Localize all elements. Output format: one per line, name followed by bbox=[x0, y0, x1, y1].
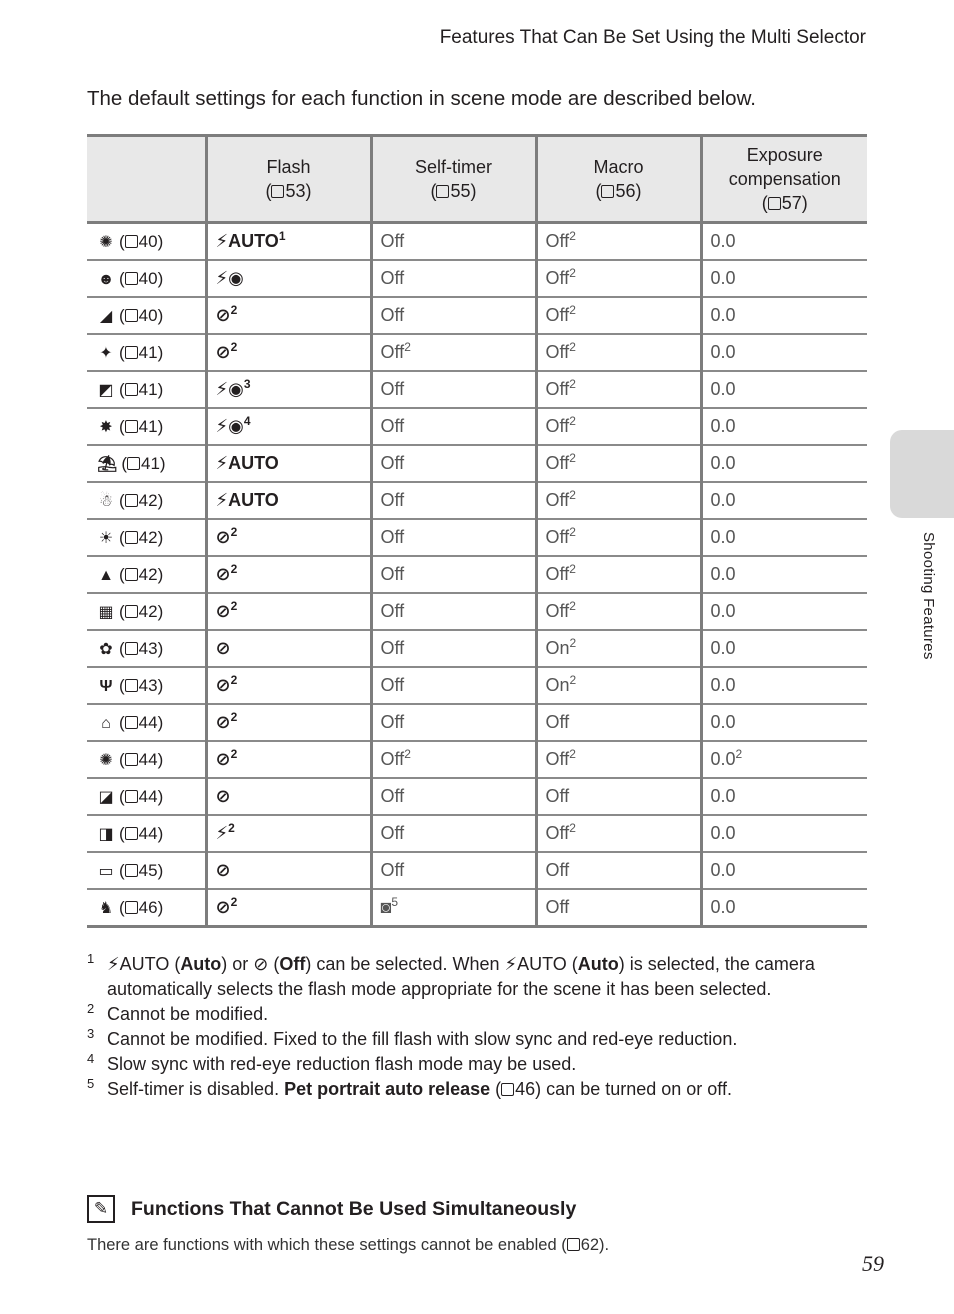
table-row bbox=[87, 223, 867, 261]
exposure-cell: 0.0 bbox=[701, 704, 867, 741]
flash-cell: ⊘$^2$ bbox=[206, 667, 371, 704]
header-ref: ( 53) bbox=[265, 181, 312, 201]
page-ref: ( 40) bbox=[119, 306, 164, 325]
header-label: Macro bbox=[593, 157, 644, 177]
exposure-cell: 0.0 bbox=[701, 482, 867, 519]
header-macro bbox=[536, 136, 701, 223]
table-row bbox=[87, 815, 867, 852]
macro-cell: Off bbox=[536, 778, 701, 815]
book-icon bbox=[125, 901, 138, 914]
footnote: 2 Cannot be modified. bbox=[87, 1002, 827, 1027]
header-scene bbox=[87, 136, 206, 223]
page-number: 59 bbox=[862, 1251, 884, 1276]
flash-cell: ⊘$^2$ bbox=[206, 704, 371, 741]
running-head: Features That Can Be Set Using the Multi Selector bbox=[439, 27, 866, 48]
night-portrait-icon: ◩ bbox=[98, 382, 114, 399]
self-timer-cell: Off bbox=[371, 482, 536, 519]
table-row bbox=[87, 741, 867, 778]
flash-cell: ⚡◉ bbox=[206, 260, 371, 297]
scene-cell bbox=[87, 741, 206, 778]
macro-cell: Off$^2$ bbox=[536, 519, 701, 556]
flash-cell: ⊘$^2$ bbox=[206, 889, 371, 927]
flash-cell: ⊘ bbox=[206, 778, 371, 815]
macro-cell: Off bbox=[536, 704, 701, 741]
page-ref: ( 42) bbox=[119, 602, 164, 621]
exposure-cell: 0.0 bbox=[701, 593, 867, 630]
self-timer-cell: Off bbox=[371, 223, 536, 261]
page-ref: ( 43) bbox=[119, 639, 164, 658]
flash-cell: ⚡◉$^3$ bbox=[206, 371, 371, 408]
self-timer-cell: Off bbox=[371, 593, 536, 630]
page-ref: ( 42) bbox=[119, 528, 164, 547]
header-ref: ( 57) bbox=[761, 193, 808, 213]
party-indoor-icon: ✸ bbox=[99, 419, 113, 436]
snow-icon: ☃ bbox=[98, 493, 114, 510]
scene-cell bbox=[87, 334, 206, 371]
footnotes bbox=[87, 952, 827, 1102]
book-icon bbox=[125, 346, 138, 359]
flash-cell: ⊘ bbox=[206, 852, 371, 889]
book-icon bbox=[125, 864, 138, 877]
macro-cell: Off$^2$ bbox=[536, 482, 701, 519]
self-timer-cell: Off bbox=[371, 852, 536, 889]
callout-title: Functions That Cannot Be Used Simultaneously bbox=[131, 1197, 577, 1220]
self-timer-cell: Off bbox=[371, 778, 536, 815]
exposure-cell: 0.0 bbox=[701, 445, 867, 482]
table-row bbox=[87, 445, 867, 482]
table-row bbox=[87, 260, 867, 297]
flash-cell: ⚡◉$^4$ bbox=[206, 408, 371, 445]
book-icon bbox=[125, 827, 138, 840]
self-timer-cell: Off bbox=[371, 445, 536, 482]
macro-cell: Off$^2$ bbox=[536, 371, 701, 408]
book-icon bbox=[601, 185, 614, 198]
scene-cell bbox=[87, 519, 206, 556]
exposure-cell: 0.0 bbox=[701, 223, 867, 261]
flash-cell: ⊘$^2$ bbox=[206, 297, 371, 334]
callout-heading bbox=[87, 1195, 576, 1223]
exposure-cell: 0.0 bbox=[701, 297, 867, 334]
page-ref: ( 46) bbox=[119, 898, 164, 917]
scene-cell bbox=[87, 704, 206, 741]
macro-cell: Off bbox=[536, 889, 701, 927]
scene-cell bbox=[87, 297, 206, 334]
scene-auto-selector-icon: ✺ bbox=[99, 234, 113, 251]
macro-cell: Off$^2$ bbox=[536, 593, 701, 630]
scene-cell bbox=[87, 593, 206, 630]
close-up-icon: ✿ bbox=[99, 641, 113, 658]
footnote: 5 Self-timer is disabled. Pet portrait auto release ( 46) can be turned on or off. bbox=[87, 1077, 827, 1102]
macro-cell: Off$^2$ bbox=[536, 815, 701, 852]
book-icon bbox=[125, 790, 138, 803]
exposure-cell: 0.0 bbox=[701, 260, 867, 297]
dusk-dawn-icon: ▲ bbox=[98, 567, 114, 584]
table-row bbox=[87, 482, 867, 519]
panorama-assist-icon: ▭ bbox=[98, 863, 114, 880]
macro-cell: Off$^2$ bbox=[536, 334, 701, 371]
self-timer-cell: Off bbox=[371, 630, 536, 667]
table-header-row bbox=[87, 136, 867, 223]
book-icon bbox=[125, 494, 138, 507]
book-icon bbox=[125, 272, 138, 285]
header-exposure bbox=[701, 136, 867, 223]
pencil-note-icon: ✎ bbox=[87, 1195, 115, 1223]
book-icon bbox=[501, 1083, 514, 1096]
macro-cell: Off bbox=[536, 852, 701, 889]
macro-cell: Off$^2$ bbox=[536, 260, 701, 297]
page-ref: ( 41) bbox=[119, 380, 164, 399]
book-icon bbox=[125, 679, 138, 692]
beach-icon: ⛱ bbox=[97, 456, 118, 473]
page-ref: ( 44) bbox=[119, 787, 164, 806]
exposure-cell: 0.0 bbox=[701, 334, 867, 371]
night-landscape-icon: ▦ bbox=[98, 604, 114, 621]
copy-icon: ◪ bbox=[98, 789, 114, 806]
book-icon bbox=[125, 309, 138, 322]
header-label: Exposure bbox=[746, 145, 823, 165]
self-timer-cell: Off bbox=[371, 519, 536, 556]
table-row bbox=[87, 556, 867, 593]
macro-cell: Off$^2$ bbox=[536, 297, 701, 334]
scene-cell bbox=[87, 408, 206, 445]
book-icon bbox=[436, 185, 449, 198]
flash-cell: ⊘$^2$ bbox=[206, 334, 371, 371]
table-row bbox=[87, 297, 867, 334]
museum-icon: ⌂ bbox=[101, 715, 111, 732]
book-icon bbox=[125, 642, 138, 655]
macro-cell: Off$^2$ bbox=[536, 741, 701, 778]
sunset-icon: ☀ bbox=[98, 530, 114, 547]
self-timer-cell: Off$^2$ bbox=[371, 334, 536, 371]
page-ref: ( 45) bbox=[119, 861, 164, 880]
scene-cell bbox=[87, 223, 206, 261]
scene-cell bbox=[87, 852, 206, 889]
table-row bbox=[87, 371, 867, 408]
exposure-cell: 0.0 bbox=[701, 556, 867, 593]
section-tab bbox=[890, 430, 954, 518]
self-timer-cell: Off bbox=[371, 408, 536, 445]
macro-cell: Off$^2$ bbox=[536, 408, 701, 445]
book-icon bbox=[125, 753, 138, 766]
footnote: 3 Cannot be modified. Fixed to the fill flash with slow sync and red-eye reduction. bbox=[87, 1027, 827, 1052]
flash-cell: ⊘$^2$ bbox=[206, 741, 371, 778]
macro-cell: Off$^2$ bbox=[536, 445, 701, 482]
table-row bbox=[87, 408, 867, 445]
book-icon bbox=[125, 605, 138, 618]
self-timer-cell: Off bbox=[371, 704, 536, 741]
footnote-number: 3 bbox=[87, 1026, 95, 1041]
flash-cell: ⊘$^2$ bbox=[206, 519, 371, 556]
self-timer-cell: Off bbox=[371, 815, 536, 852]
table-row bbox=[87, 667, 867, 704]
table-row bbox=[87, 778, 867, 815]
macro-cell: On$^2$ bbox=[536, 630, 701, 667]
book-icon bbox=[125, 716, 138, 729]
exposure-cell: 0.0 bbox=[701, 889, 867, 927]
scene-cell bbox=[87, 445, 206, 482]
page-ref: ( 44) bbox=[119, 824, 164, 843]
header-ref: ( 56) bbox=[595, 181, 642, 201]
page-ref: ( 41) bbox=[119, 343, 164, 362]
header-flash bbox=[206, 136, 371, 223]
book-icon bbox=[125, 420, 138, 433]
food-icon: Ψ bbox=[99, 678, 113, 695]
book-icon bbox=[125, 383, 138, 396]
exposure-cell: 0.0 bbox=[701, 519, 867, 556]
scene-cell bbox=[87, 889, 206, 927]
exposure-cell: 0.0 bbox=[701, 778, 867, 815]
pet-portrait-icon: ♞ bbox=[98, 900, 114, 917]
scene-cell bbox=[87, 482, 206, 519]
page-ref: ( 42) bbox=[119, 565, 164, 584]
self-timer-cell: Off bbox=[371, 260, 536, 297]
flash-cell: ⊘$^2$ bbox=[206, 593, 371, 630]
flash-cell: ⊘ bbox=[206, 630, 371, 667]
scene-cell bbox=[87, 371, 206, 408]
backlighting-icon: ◨ bbox=[98, 826, 114, 843]
intro-text: The default settings for each function in scene mode are described below. bbox=[87, 87, 756, 110]
footnote-number: 1 bbox=[87, 951, 95, 966]
book-icon bbox=[125, 235, 138, 248]
footnote-number: 4 bbox=[87, 1051, 95, 1066]
self-timer-cell: ◙$^5$ bbox=[371, 889, 536, 927]
self-timer-cell: Off bbox=[371, 371, 536, 408]
header-label: compensation bbox=[728, 169, 841, 189]
page-ref: ( 41) bbox=[121, 454, 166, 473]
table-row bbox=[87, 889, 867, 927]
exposure-cell: 0.0 bbox=[701, 408, 867, 445]
portrait-icon: ☻ bbox=[97, 271, 115, 288]
flash-cell: ⚡AUTO bbox=[206, 445, 371, 482]
book-icon bbox=[567, 1238, 580, 1251]
scene-defaults-table bbox=[87, 134, 867, 928]
page-ref: ( 40) bbox=[119, 232, 164, 251]
table-row bbox=[87, 593, 867, 630]
scene-cell bbox=[87, 260, 206, 297]
scene-cell bbox=[87, 667, 206, 704]
section-label: Shooting Features bbox=[920, 532, 937, 660]
page-ref: ( 40) bbox=[119, 269, 164, 288]
macro-cell: Off$^2$ bbox=[536, 556, 701, 593]
landscape-icon: ◢ bbox=[99, 308, 113, 325]
footnote-number: 2 bbox=[87, 1001, 95, 1016]
page-ref: ( 42) bbox=[119, 491, 164, 510]
sports-icon: ✦ bbox=[99, 345, 113, 362]
page-ref: ( 41) bbox=[119, 417, 164, 436]
exposure-cell: 0.0 bbox=[701, 852, 867, 889]
exposure-cell: $0.0^2$ bbox=[701, 741, 867, 778]
exposure-cell: 0.0 bbox=[701, 630, 867, 667]
fireworks-icon: ✺ bbox=[99, 752, 113, 769]
flash-cell: ⚡$^2$ bbox=[206, 815, 371, 852]
flash-cell: ⚡AUTO bbox=[206, 482, 371, 519]
self-timer-cell: Off bbox=[371, 556, 536, 593]
self-timer-cell: Off bbox=[371, 297, 536, 334]
exposure-cell: 0.0 bbox=[701, 815, 867, 852]
book-icon bbox=[125, 531, 138, 544]
footnote-number: 5 bbox=[87, 1076, 95, 1091]
page-ref: ( 43) bbox=[119, 676, 164, 695]
page-ref: ( 44) bbox=[119, 750, 164, 769]
book-icon bbox=[768, 197, 781, 210]
table-row bbox=[87, 630, 867, 667]
macro-cell: Off$^2$ bbox=[536, 223, 701, 261]
page-ref: ( 44) bbox=[119, 713, 164, 732]
header-self-timer bbox=[371, 136, 536, 223]
scene-cell bbox=[87, 815, 206, 852]
self-timer-cell: Off bbox=[371, 667, 536, 704]
book-icon bbox=[127, 457, 140, 470]
exposure-cell: 0.0 bbox=[701, 667, 867, 704]
callout-text: There are functions with which these settings cannot be enabled ( 62). bbox=[87, 1236, 610, 1254]
header-ref: ( 55) bbox=[430, 181, 477, 201]
macro-cell: On$^2$ bbox=[536, 667, 701, 704]
table-row bbox=[87, 704, 867, 741]
scene-cell bbox=[87, 630, 206, 667]
scene-cell bbox=[87, 778, 206, 815]
table-row bbox=[87, 519, 867, 556]
flash-cell: ⚡AUTO$^1$ bbox=[206, 223, 371, 261]
footnote: 4 Slow sync with red-eye reduction flash mode may be used. bbox=[87, 1052, 827, 1077]
book-icon bbox=[271, 185, 284, 198]
scene-cell bbox=[87, 556, 206, 593]
flash-cell: ⊘$^2$ bbox=[206, 556, 371, 593]
exposure-cell: 0.0 bbox=[701, 371, 867, 408]
footnote: 1 ⚡AUTO (Auto) or ⊘ (Off) can be selected. When ⚡AUTO (Auto) is selected, the camera automatically selects the flash mode appropriate for the scene it has been selected. bbox=[87, 952, 827, 1002]
header-label: Flash bbox=[266, 157, 311, 177]
book-icon bbox=[125, 568, 138, 581]
table-row bbox=[87, 852, 867, 889]
table-row bbox=[87, 334, 867, 371]
header-label: Self-timer bbox=[414, 157, 492, 177]
self-timer-cell: Off$^2$ bbox=[371, 741, 536, 778]
